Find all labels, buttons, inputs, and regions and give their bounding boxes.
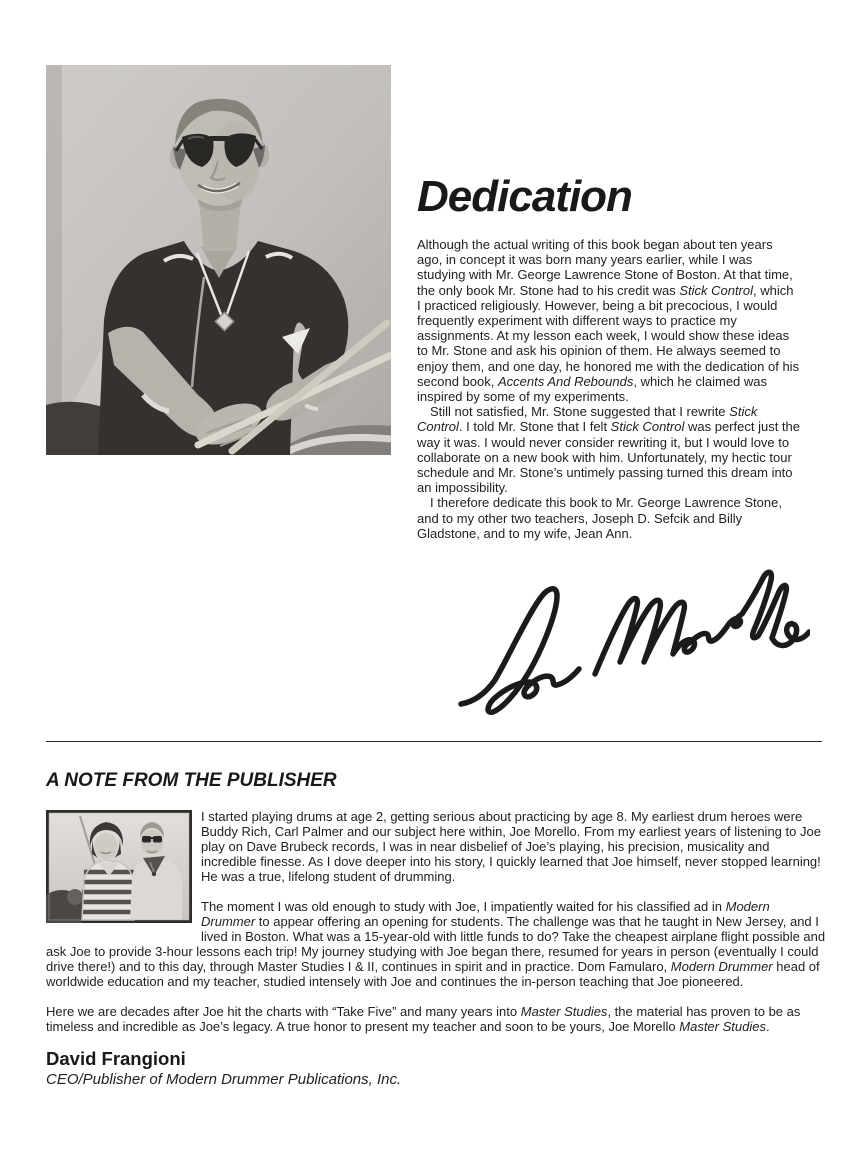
publisher-signoff <box>46 1049 826 1089</box>
joe-morello-signature <box>445 556 810 721</box>
small-photo-graphic <box>46 810 192 923</box>
frangioni-morello-photo <box>46 810 192 923</box>
publisher-note-section <box>46 771 826 1089</box>
publisher-signoff-name: David Frangioni <box>46 1048 186 1069</box>
publisher-note-heading: A NOTE FROM THE PUBLISHER <box>46 770 337 791</box>
dedication-text <box>417 237 800 541</box>
dedication-section <box>417 172 800 541</box>
paragraph: Here we are decades after Joe hit the charts with “Take Five” and many years into Master Studies, the material has proven to be as timeless and incredible as Joe’s legacy. A true honor to present my teacher and soon to be yours, Joe Morello Master Studies. <box>46 1004 801 1034</box>
paragraph: I started playing drums at age 2, getting serious about practicing by age 8. My earliest drum heroes were Buddy Rich, Carl Palmer and our subject here within, Joe Morello. From my earliest years of listening to Joe play on Dave Brubeck records, I was in near disbelief of Joe’s playing, his precision, musicality and incredible finesse. As I dove deeper into his story, I quickly learned that Joe himself, never stopped learning! He was a true, lifelong student of drumming. <box>201 809 821 884</box>
paragraph: Although the actual writing of this book began about ten years ago, in concept it was born many years earlier, while I was studying with Mr. George Lawrence Stone of Boston. At that time, the only book Mr. Stone had to his credit was Stick Control, which I practiced religiously. However, being a bit precocious, I would frequently experiment with different ways to practice my assignments. At my lesson each week, I would show these ideas to Mr. Stone and ask his opinion of them. He always seemed to enjoy them, and one day, he honored me with the dedication of his second book, Accents And Rebounds, which he claimed was inspired by some of my experiments. <box>417 237 800 405</box>
paragraph: Still not satisfied, Mr. Stone suggested that I rewrite Stick Control. I told Mr. Stone that I felt Stick Control was perfect just the way it was. I would never consider rewriting it, but I would love to collaborate on a new book with him. Unfortunately, my hectic tour schedule and Mr. Stone’s untimely passing turned this dream into an impossibility. <box>417 404 800 496</box>
portrait-photo-graphic <box>46 65 391 455</box>
paragraph: I therefore dedicate this book to Mr. George Lawrence Stone, and to my other two teachers, Joseph D. Sefcik and Billy Gladstone, and to my wife, Jean Ann. <box>417 495 782 541</box>
publisher-signoff-title: CEO/Publisher of Modern Drummer Publications, Inc. <box>46 1071 402 1088</box>
publisher-note-body <box>46 809 826 1089</box>
signature-graphic <box>445 556 810 721</box>
section-divider <box>46 741 822 742</box>
dedication-title: Dedication <box>417 172 632 221</box>
joe-morello-portrait-photo <box>46 65 391 455</box>
paragraph: The moment I was old enough to study with Joe, I impatiently waited for his classified ad in Modern Drummer to appear offering an opening for students. The challenge was that he taught in New Jersey, and I lived in Boston. What was a 15-year-old with little funds to do? Take the cheapest airplane flight possible and ask Joe to provide 3-hour lessons each trip! My journey studying with Joe began there, resumed for years in person (eventually I could drive there!) and to this day, through Master Studies I & II, continues in spirit and in practice. Dom Famularo, Modern Drummer head of worldwide education and my teacher, studied intensely with Joe and continues the in-person teaching that Joe pioneered. <box>46 899 826 989</box>
